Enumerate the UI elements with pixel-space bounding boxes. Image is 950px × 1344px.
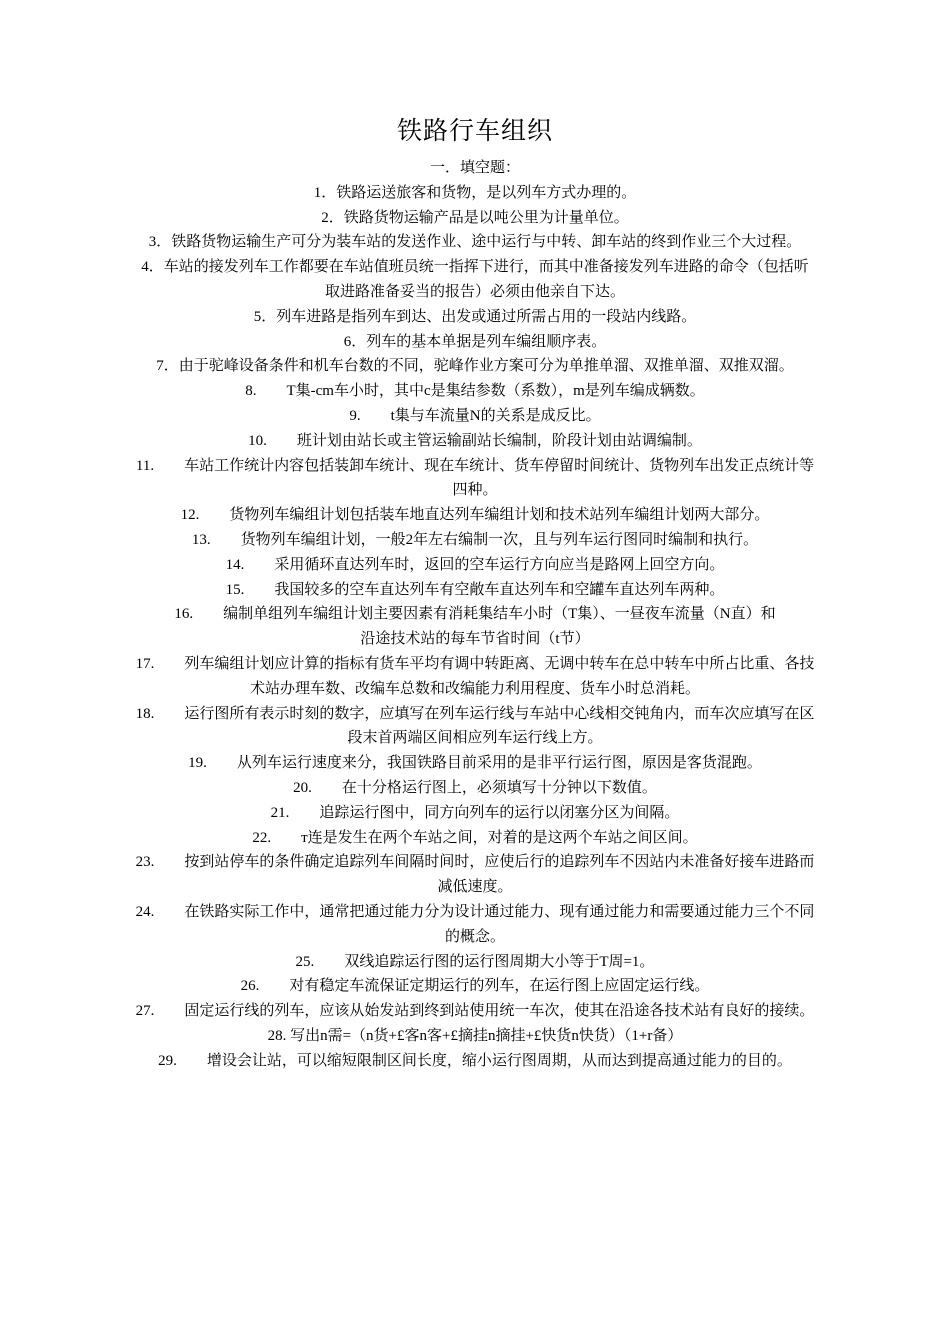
item-text: 在十分格运行图上，必须填写十分钟以下数值。 [341,779,657,796]
item-number: 10. [248,432,297,449]
item-text: T集-cm车小时，其中c是集结参数（系数），m是列车编成辆数。 [286,383,705,400]
item-text: 写出n需=（n货+£客n客+£摘挂n摘挂+£快货n快货）（1+r备） [290,1027,683,1044]
list-item [135,206,815,231]
list-item [135,900,815,950]
list-item [135,999,815,1024]
item-text: т连是发生在两个车站之间，对着的是这两个车站之间区间。 [301,829,698,846]
list-item [135,230,815,255]
list-item [135,429,815,454]
item-text: 货物列车编组计划，一般2年左右编制一次，且与列车运行图同时编制和执行。 [240,531,759,548]
document-page [135,112,815,1073]
item-number: 13. [191,531,241,548]
item-number: 7． [156,358,179,375]
list-item [135,702,815,752]
list-item [135,330,815,355]
list-item [135,950,815,975]
item-number: 1． [313,184,337,201]
list-item [135,1049,815,1074]
item-number: 18. [135,705,185,722]
item-number: 5． [253,308,277,325]
list-item [135,503,815,528]
item-text: 车站的接发列车工作都要在车站值班员统一指挥下进行，而其中准备接发列车进路的命令（包括听取进路准备妥当的报告）必须由他亲自下达。 [163,259,809,300]
item-number: 15. [225,581,275,598]
item-number: 12. [180,507,230,524]
item-text: 列车编组计划应计算的指标有货车平均有调中转距离、无调中转车在总中转车中所占比重、各技术站办理车数、改编车总数和改编能力利用程度、货车小时总消耗。 [184,655,815,697]
item-text: 铁路货物运输生产可分为装车站的发送作业、途中运行与中转、卸车站的终到作业三个大过程。 [171,234,802,251]
item-text: 车站工作统计内容包括装卸车统计、现在车统计、货车停留时间统计、货物列车出发正点统计等四种。 [184,457,815,499]
item-number: 17. [135,655,185,672]
item-text: 沿途技术站的每车节省时间（t节） [360,631,590,648]
item-number: 28. [267,1027,291,1044]
list-item [135,1024,815,1049]
list-item [135,751,815,776]
item-text: 双线追踪运行图的运行图周期大小等于T周=1。 [344,953,655,970]
item-number: 22. [252,829,302,846]
item-text: 列车的基本单据是列车编组顺序表。 [366,333,607,350]
item-text: 在铁路实际工作中，通常把通过能力分为设计通过能力、现有通过能力和需要通过能力三个不同的概念。 [184,903,815,945]
list-item [135,454,815,504]
item-number: 29. [158,1052,207,1069]
item-text: 铁路货物运输产品是以吨公里为计量单位。 [343,209,629,226]
item-number: 26. [240,978,290,995]
list-item [135,974,815,999]
list-item [135,354,815,379]
item-number: 9. [349,407,391,424]
list-item [135,305,815,330]
item-text: 追踪运行图中，同方向列车的运行以闭塞分区为间隔。 [319,804,680,821]
item-number: 6． [343,333,367,350]
list-item [135,379,815,404]
list-item [135,801,815,826]
item-text: 增设会让站，可以缩短限制区间长度，缩小运行图周期，从而达到提高通过能力的目的。 [206,1052,792,1069]
item-text: 运行图所有表示时刻的数字，应填写在列车运行线与车站中心线相交钝角内，而车次应填写在区段末首两端区间相应列车运行线上方。 [184,705,815,747]
list-item [135,627,815,652]
list-item [135,553,815,578]
item-number: 24. [135,903,185,920]
item-text: 我国较多的空车直达列车有空敞车直达列车和空罐车直达列车两种。 [274,581,725,598]
list-item [135,602,815,627]
item-number: 11. [135,457,185,474]
item-number: 20. [293,779,342,796]
list-item [135,850,815,900]
document-title: 铁路行车组织 [396,118,553,145]
item-text: 货物列车编组计划包括装车地直达列车编组计划和技术站列车编组计划两大部分。 [229,507,770,524]
item-text: 按到站停车的条件确定追踪列车间隔时间时，应使后行的追踪列车不因站内未准备好接车进路而减低速度。 [184,854,815,896]
item-number: 4． [141,259,164,276]
item-text: 采用循环直达列车时，返回的空车运行方向应当是路网上回空方向。 [274,556,725,573]
item-text: 由于驼峰设备条件和机车台数的不同，驼峰作业方案可分为单推单溜、双推单溜、双推双溜。 [178,358,794,375]
item-number: 3． [148,234,172,251]
list-item [135,776,815,801]
item-text: 列车进路是指列车到达、出发或通过所需占用的一段站内线路。 [276,308,697,325]
item-number: 25. [295,953,345,970]
list-item [135,528,815,553]
item-number: 2． [321,209,344,226]
item-text: 班计划由站长或主管运输副站长编制，阶段计划由站调编制。 [296,432,702,449]
item-number: 23. [135,854,185,871]
list-item [135,578,815,603]
item-number: 27. [135,1003,185,1020]
item-text: 从列车运行速度来分，我国铁路目前采用的是非平行运行图，原因是客货混跑。 [236,755,762,772]
item-text: 铁路运送旅客和货物，是以列车方式办理的。 [336,184,637,201]
item-number: 19. [188,755,237,772]
list-item [135,255,815,305]
item-text: 固定运行线的列车，应该从始发站到终到站使用统一车次，使其在沿途各技术站有良好的接续。 [184,1003,815,1020]
item-text: 编制单组列车编组计划主要因素有消耗集结车小时（T集）、一昼夜车流量（N直）和 [223,606,776,623]
item-number: 8. [245,383,287,400]
list-item [135,652,815,702]
item-text: t集与车流量N的关系是成反比。 [390,407,601,424]
item-number: 14. [225,556,275,573]
list-item [135,826,815,851]
list-item [135,404,815,429]
item-number: 21. [270,804,320,821]
list-item [135,181,815,206]
section-heading: 一．填空题： [429,160,520,176]
item-number: 16. [174,606,224,623]
item-text: 对有稳定车流保证定期运行的列车，在运行图上应固定运行线。 [289,978,710,995]
question-list [135,181,815,1074]
